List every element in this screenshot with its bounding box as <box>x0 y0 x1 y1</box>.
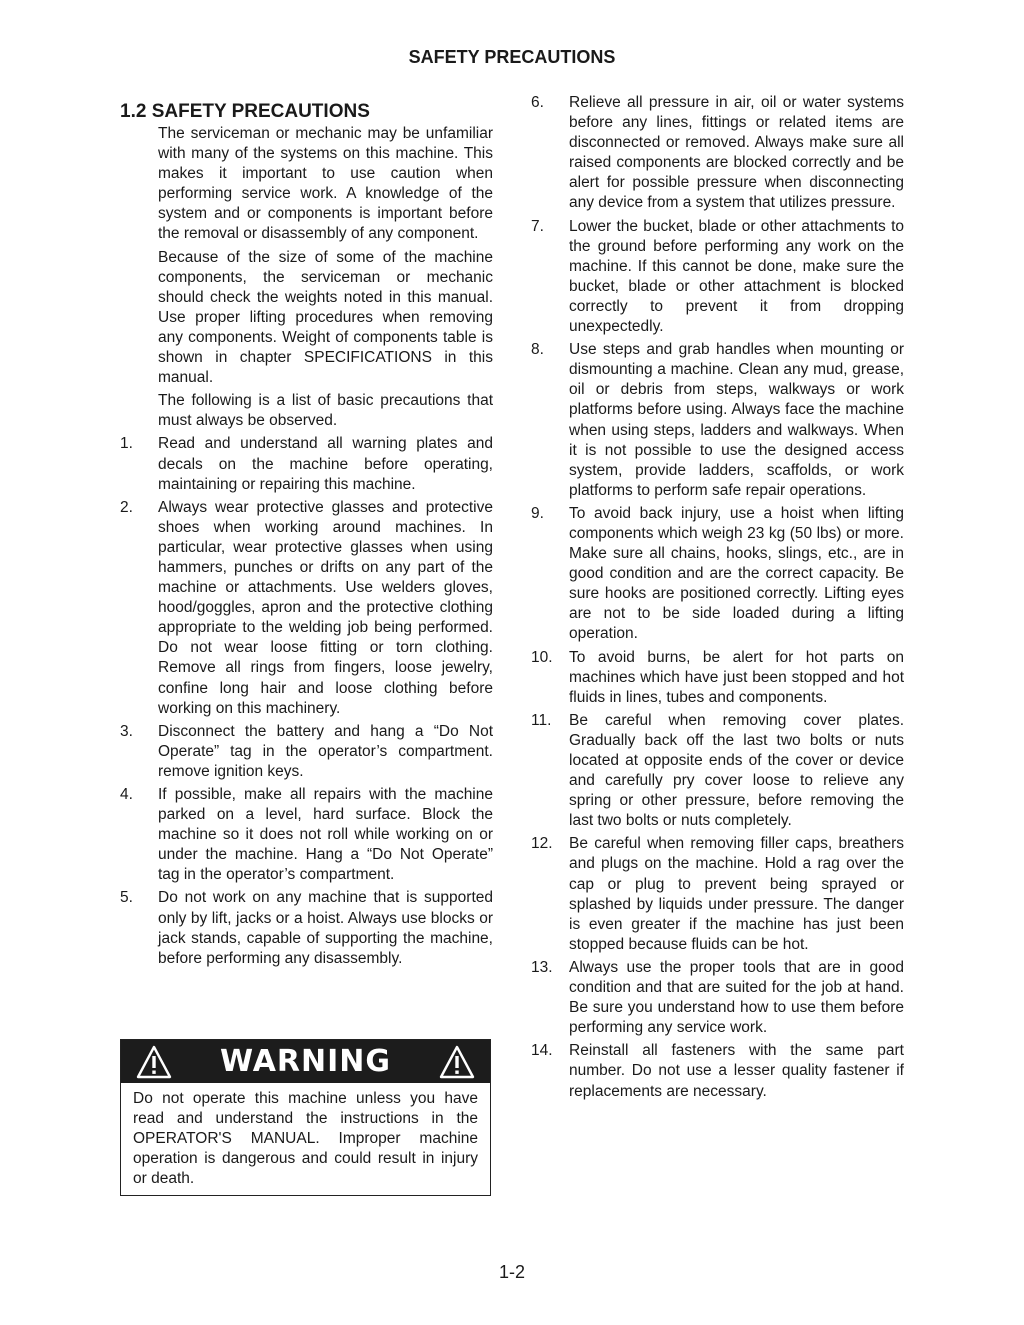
list-item-number: 1. <box>120 435 133 453</box>
list-item-text: Lower the bucket, blade or other attachments to the ground before performing any work on the machine. If this cannot be done, make sure the bucket, blade or other attachment is blocked correctly to prevent it from dropping unexpectedly. <box>569 217 904 336</box>
section-title: 1.2 SAFETY PRECAUTIONS <box>120 101 370 122</box>
list-item <box>531 648 904 708</box>
intro-paragraph: The following is a list of basic precautions that must always be observed. <box>158 392 493 430</box>
warning-triangle-icon <box>438 1044 476 1080</box>
list-item-text: To avoid back injury, use a hoist when lifting components which weigh 23 kg (50 lbs) or more. Make sure all chains, hooks, slings, etc., are in good condition and are the correct capacity. Be sure hooks are positioned correctly. Lifting eyes are not to be side loaded during a lifting operation. <box>569 504 904 643</box>
list-item-number: 4. <box>120 786 133 803</box>
list-item-number: 10. <box>531 648 553 666</box>
list-item <box>531 711 904 832</box>
intro-paragraph: Because of the size of some of the machine components, the serviceman or mechanic should check the weights noted in this manual. Use proper lifting procedures when removing any components. Weight of components table is shown in chapter SPECIFICATIONS in this manual. <box>158 248 493 387</box>
right-column <box>531 93 904 1105</box>
warning-box <box>120 1039 491 1196</box>
warning-triangle-icon <box>135 1044 173 1080</box>
list-item-text: Always wear protective glasses and protective shoes when working around machines. In particular, wear protective glasses when using hammers, punches or drifts on any part of the machine or attachments. Use welders gloves, hood/goggles, apron and the protective clothing appropriate to the welding job being performed. Do not wear loose fitting or torn clothing. Remove all rings from fingers, loose jewelry, confine long hair and loose clothing before working on this machinery. <box>158 498 493 717</box>
warning-title: WARNING <box>219 1044 392 1079</box>
list-item <box>531 504 904 645</box>
list-item-text: Read and understand all warning plates and decals on the machine before operating, maintaining or repairing this machine. <box>158 435 493 493</box>
list-item <box>531 958 904 1038</box>
list-item-text: Be careful when removing filler caps, breathers and plugs on the machine. Hold a rag over the cap or plug to prevent being sprayed or splashed by liquids under pressure. The danger is even greater if the machine has just been stopped because fluids can be hot. <box>569 835 904 953</box>
list-item-text: Disconnect the battery and hang a “Do Not Operate” tag in the operator’s compartment. remove ignition keys. <box>158 722 493 780</box>
list-item <box>120 722 493 782</box>
list-item-text: Do not work on any machine that is supported only by lift, jacks or a hoist. Always use blocks or jack stands, capable of supporting the machine, before performing any disassembly. <box>158 889 493 967</box>
warning-banner <box>121 1040 490 1083</box>
list-item-number: 6. <box>531 94 544 111</box>
list-item <box>531 834 904 955</box>
list-item-number: 3. <box>120 722 133 740</box>
list-item-number: 9. <box>531 504 544 522</box>
list-item-number: 5. <box>120 889 133 907</box>
list-item-text: Use steps and grab handles when mounting or dismounting a machine. Clean any mud, grease, oil or debris from steps, walkways or work platforms before using. Always face the machine when using steps, ladders and walkways. When it is not possible to use the designed access system, provide ladders, scaffolds, or work platforms to perform safe repair operations. <box>569 341 904 499</box>
list-item <box>120 434 493 494</box>
list-item-text: Relieve all pressure in air, oil or water systems before any lines, fittings or related items are disconnected or removed. Always make sure all raised components are blocked correctly and be alert for possible pressure when disconnecting any device from a system that utilizes pressure. <box>569 94 904 212</box>
list-item-number: 13. <box>531 958 553 976</box>
list-item-number: 11. <box>531 711 552 729</box>
list-item-text: Be careful when removing cover plates. Gradually back off the last two bolts or nuts located at opposite ends of the cover or device and carefully pry cover loose to relieve any spring or other pressure, before removing the last two bolts or nuts completely. <box>569 711 904 830</box>
list-item <box>120 498 493 719</box>
list-item <box>531 340 904 501</box>
left-column <box>120 100 493 972</box>
list-item-number: 7. <box>531 217 544 235</box>
page-header: SAFETY PRECAUTIONS <box>408 47 616 67</box>
intro-paragraph: The serviceman or mechanic may be unfamiliar with many of the systems on this machine. This makes it important to use caution when performing service work. A knowledge of the system and or components is important before the removal or disassembly of any component. <box>158 125 493 243</box>
list-item-number: 14. <box>531 1042 553 1060</box>
warning-text: Do not operate this machine unless you have read and understand the instructions in the OPERATOR'S MANUAL. Improper machine operation is dangerous and could result in injury or death. <box>133 1090 478 1188</box>
list-item <box>120 785 493 885</box>
list-item <box>531 93 904 214</box>
list-item-text: To avoid burns, be alert for hot parts on machines which have just been stopped and hot fluids in lines, tubes and components. <box>569 648 904 706</box>
list-item-text: Always use the proper tools that are in good condition and that are suited for the job at hand. Be sure you understand how to use them before performing any service work. <box>569 958 904 1037</box>
list-item <box>531 1041 904 1101</box>
list-item-text: Reinstall all fasteners with the same part number. Do not use a lesser quality fastener if replacements are necessary. <box>569 1042 904 1100</box>
list-item-number: 8. <box>531 341 544 359</box>
page-number: 1-2 <box>498 1262 525 1282</box>
list-item-number: 2. <box>120 498 133 516</box>
list-item-number: 12. <box>531 835 553 853</box>
list-item-text: If possible, make all repairs with the machine parked on a level, hard surface. Block the machine so it does not roll while working on or under the machine. Hang a “Do Not Operate” tag in the operator’s compartment. <box>158 786 493 884</box>
list-item <box>120 888 493 968</box>
list-item <box>531 217 904 338</box>
